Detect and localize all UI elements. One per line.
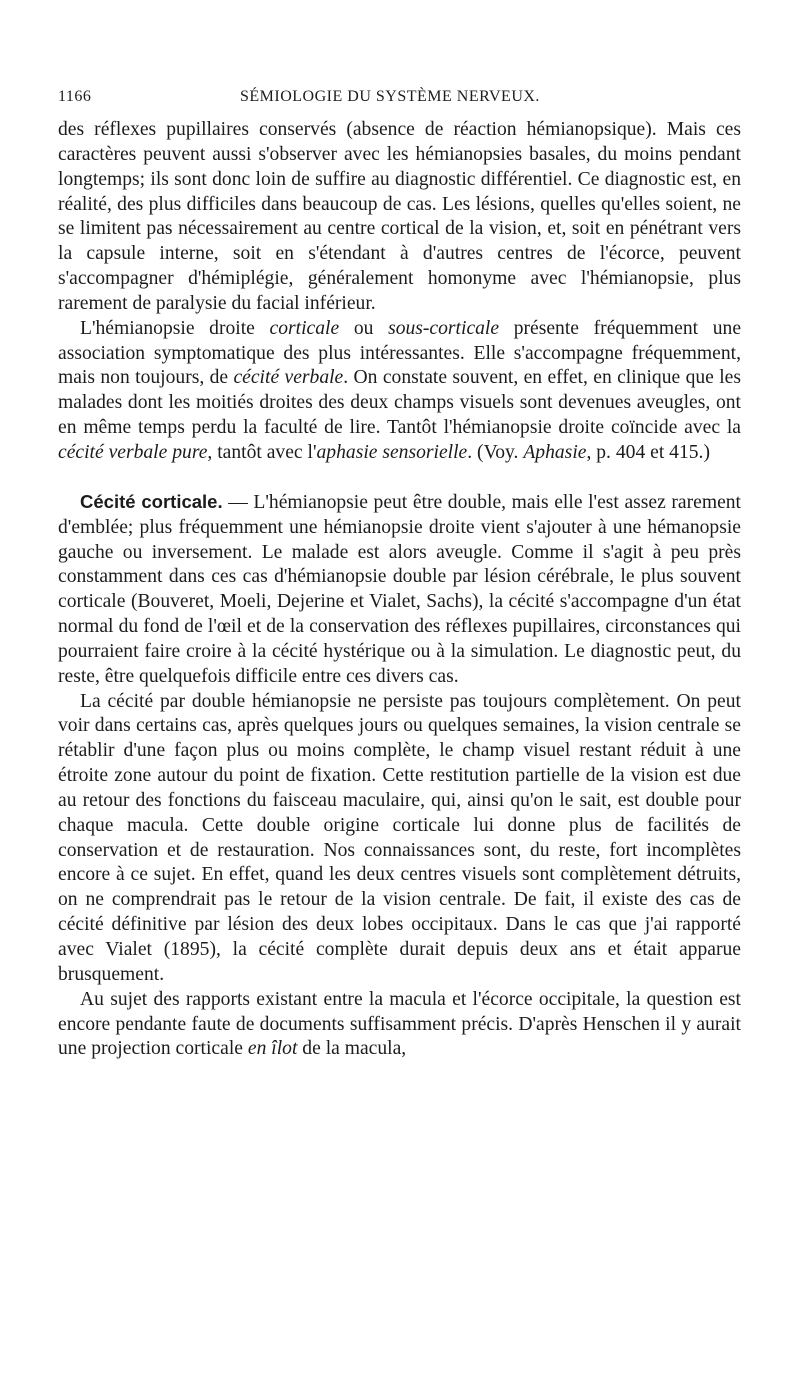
text-run: de la macula, (297, 1038, 407, 1060)
italic-term: cécité verbale pure (58, 441, 208, 463)
text-run: Au sujet des rapports existant entre la macula et l'écorce occipitale, la question est encore pendante faute de documents suffisamment précis. D'après Henschen il y aurait une projection corticale (58, 988, 741, 1060)
running-title: SÉMIOLOGIE DU SYSTÈME NERVEUX. (240, 88, 540, 105)
italic-term: corticale (269, 317, 340, 339)
italic-term: aphasie sensorielle (316, 441, 468, 463)
paragraph-cecite-corticale (58, 490, 741, 690)
italic-term: cécité verbale (233, 367, 344, 389)
text-run: . (Voy. (467, 441, 524, 463)
text-run: L'hémianopsie droite (80, 317, 270, 339)
text-run: ou (339, 317, 389, 339)
body-text (58, 118, 741, 1062)
paragraph-reflexes (58, 118, 741, 317)
italic-term: sous-corticale (388, 317, 500, 339)
text-run: , p. 404 et 415.) (586, 441, 710, 463)
page-number: 1166 (58, 88, 92, 105)
text-run: — L'hémianopsie peut être double, mais elle l'est assez rarement d'emblée; plus fréquemment une hémianopsie droite vient s'ajouter à une hémanopsie gauche ou inversement. Le malade est alors aveugle. Comme il s'agit à peu près constamment dans ces cas d'hémianopsie double par lésion cérébrale, le plus souvent corticale (Bouveret, Moeli, Dejerine et Vialet, Sachs), la cécité s'accompagne d'un état normal du fond de l'œil et de la conservation des réflexes pupillaires, circonstances qui pourraient faire croire à la cécité hystérique ou à la simulation. Le diagnostic peut, du reste, être quelquefois difficile entre ces divers cas. (58, 491, 742, 687)
paragraph-text: La cécité par double hémianopsie ne persiste pas toujours complètement. On peut voir dans certains cas, après quelques jours ou quelques semaines, la vision centrale se rétablir d'une façon plus ou moins complète, le champ visuel restant réduit à une étroite zone autour du point de fixation. Cette restitution partielle de la vision est due au retour des fonctions du faisceau maculaire, qui, ainsi qu'on le sait, est double pour chaque macula. Cette double origine corticale lui donne plus de facilités de conservation et de restauration. Nos connaissances sont, du reste, fort incomplètes encore à ce sujet. En effet, quand les deux centres visuels sont complètement détruits, on ne comprendrait pas le retour de la vision centrale. De fait, il existe des cas de cécité définitive par lésion des deux lobes occipitaux. Dans le cas que j'ai rapporté avec Vialet (1895), la cécité complète durait depuis deux ans et était apparue brusquement. (58, 690, 741, 985)
section-heading: Cécité corticale. (80, 490, 223, 512)
running-head (58, 88, 742, 112)
paragraph-hemianopsie-droite (58, 317, 741, 466)
italic-term: Aphasie (523, 441, 587, 463)
text-run: , tantôt avec l' (207, 441, 317, 463)
text-run: présente fréquemment une association symptomatique des plus intéressantes. Elle s'accompagne fréquemment, mais non toujours, de (58, 317, 742, 389)
paragraph-double-hemianopsie (58, 690, 741, 988)
italic-term: en îlot (247, 1038, 298, 1060)
text-run: . On constate souvent, en effet, en clinique que les malades dont les moitiés droites des deux champs visuels sont devenues aveugles, ont en même temps perdu la faculté de lire. Tantôt l'hémianopsie droite coïncide avec la (58, 367, 742, 439)
paragraph-macula (58, 988, 741, 1063)
paragraph-text: des réflexes pupillaires conservés (absence de réaction hémianopsique). Mais ces caractères peuvent aussi s'observer avec les hémianopsies basales, du moins pendant longtemps; ils sont donc loin de suffire au diagnostic différentiel. Ce diagnostic est, en réalité, des plus difficiles dans beaucoup de cas. Les lésions, quelles qu'elles soient, ne se limitent pas nécessairement au centre cortical de la vision, et, soit en pénétrant vers la capsule interne, soit en s'étendant à d'autres centres de l'écorce, peuvent s'accompagner d'hémiplégie, généralement homonyme avec l'hémianopsie, plus rarement de paralysie du facial inférieur. (58, 119, 741, 314)
